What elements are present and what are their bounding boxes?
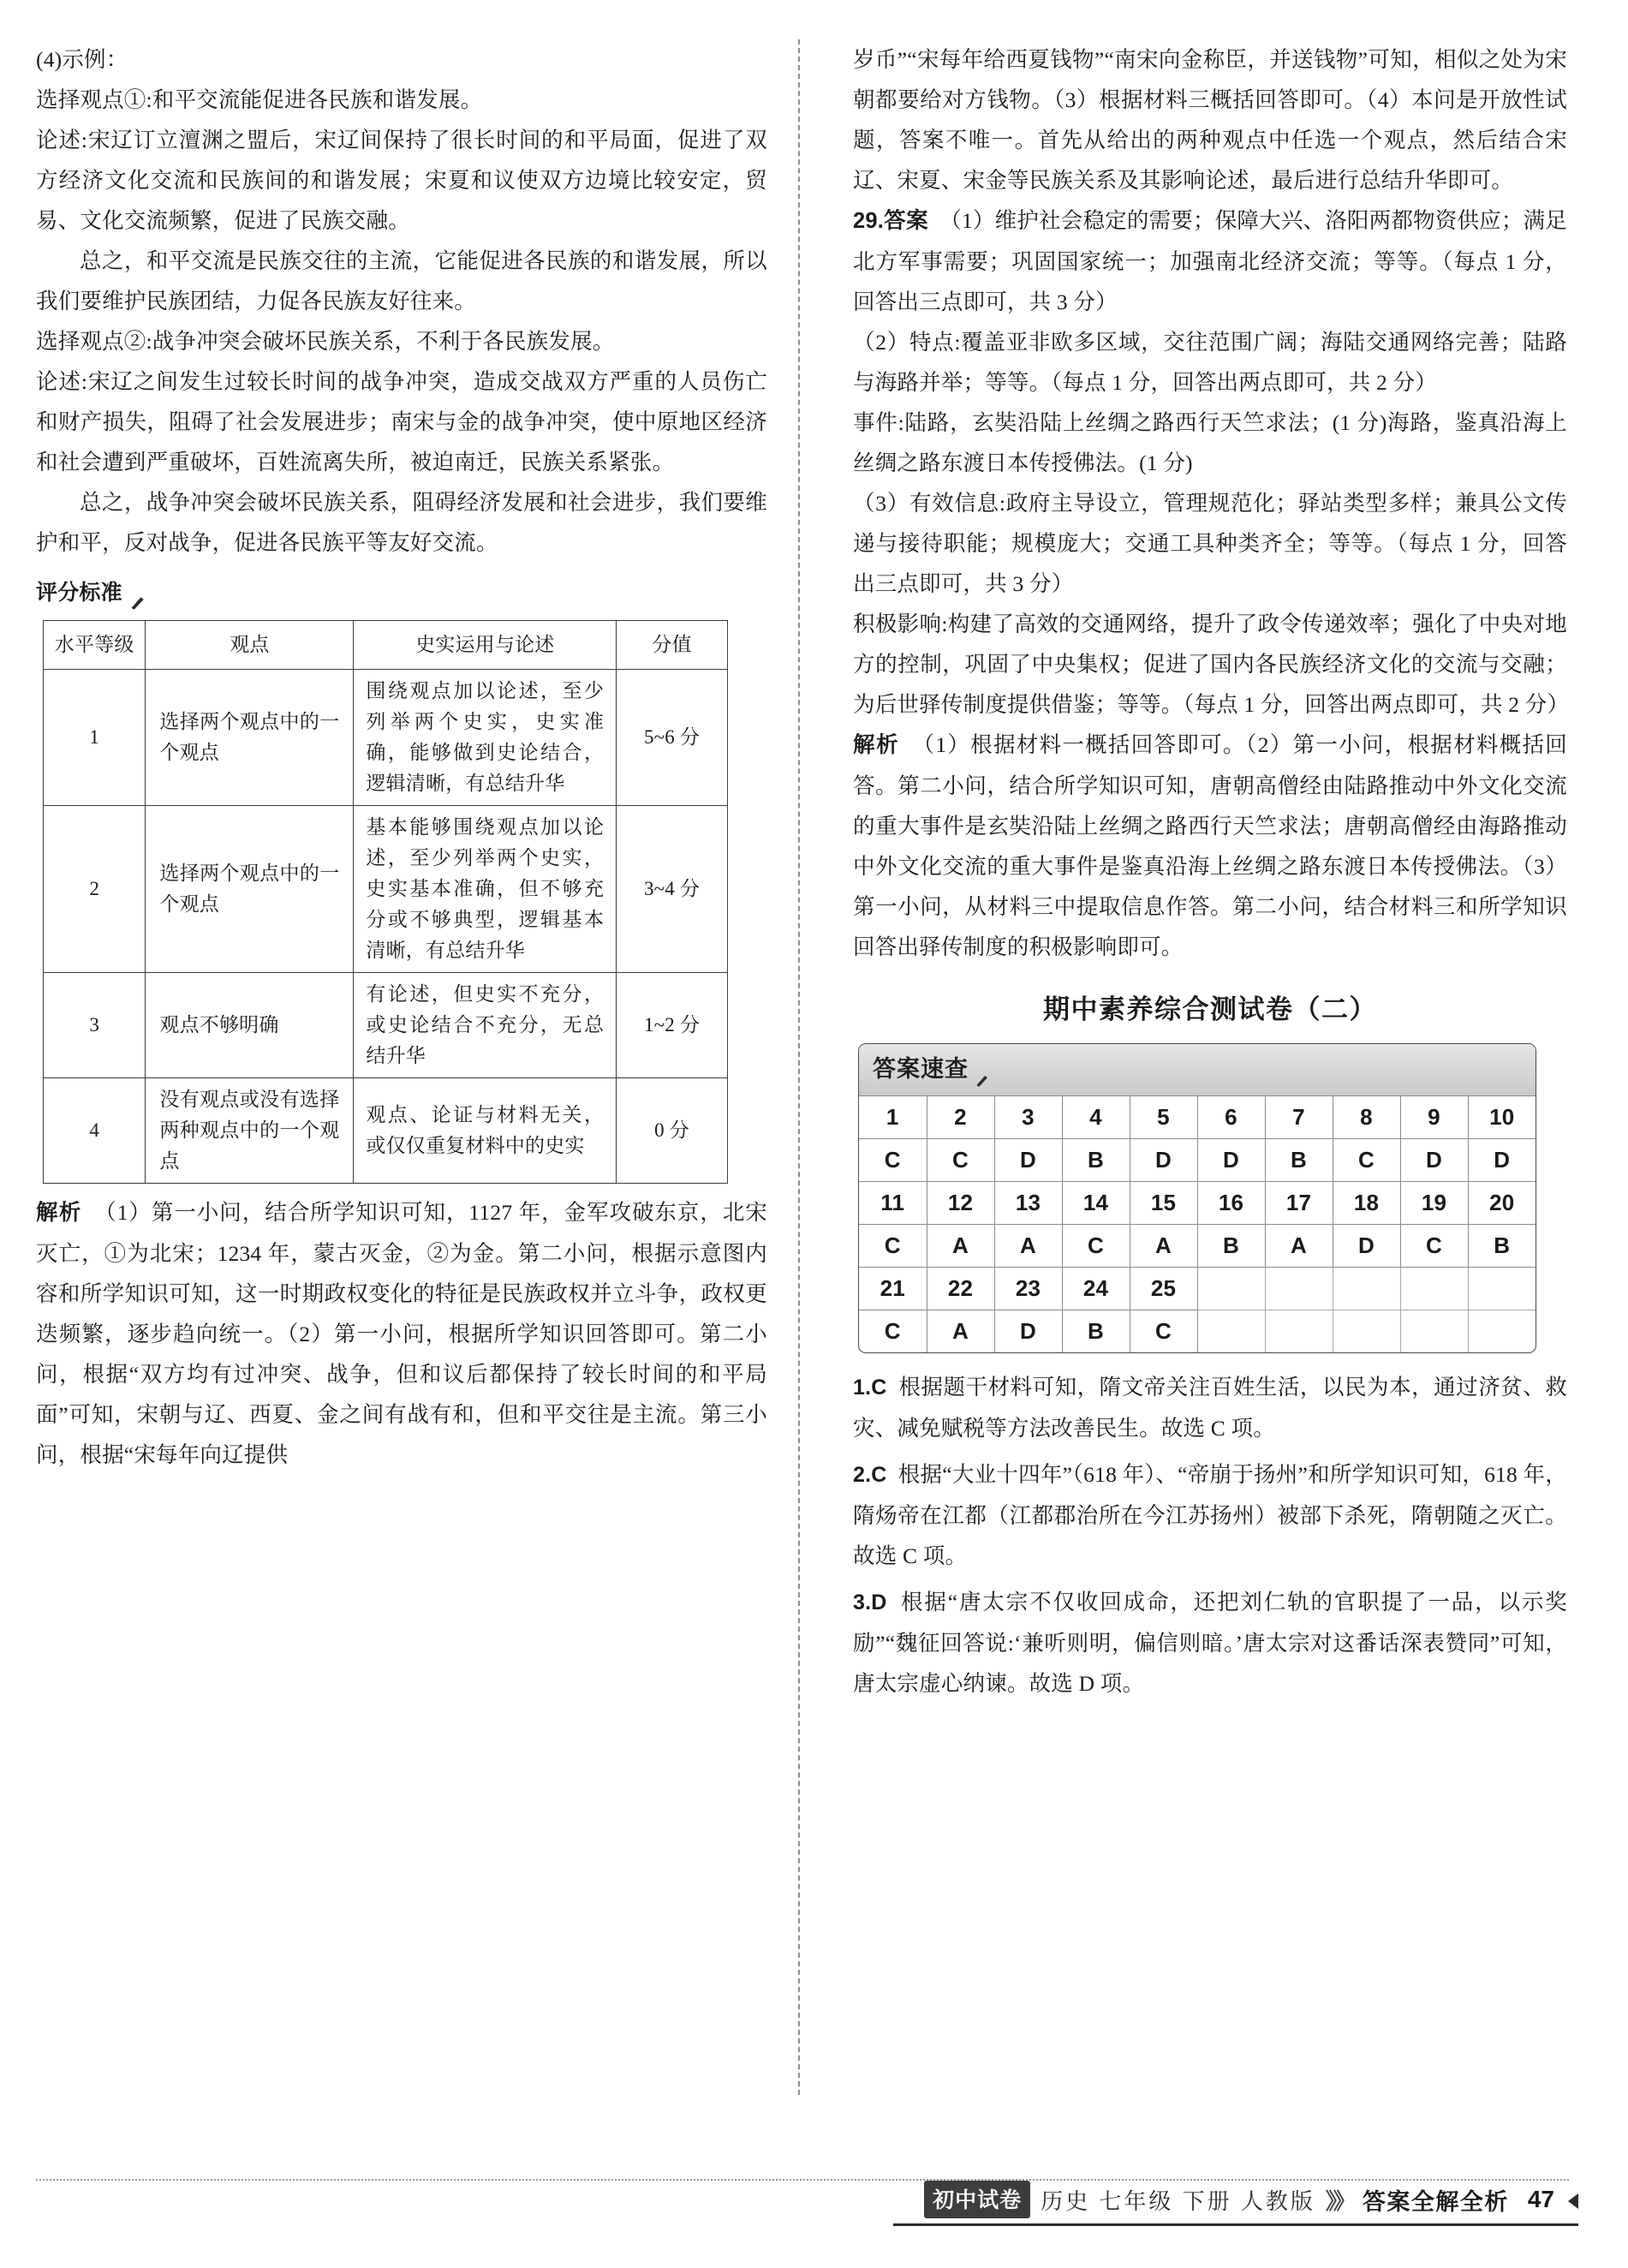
answer-letter: B — [1062, 1139, 1130, 1182]
answer-number: 10 — [1468, 1096, 1536, 1139]
answer-letter-row — [859, 1310, 1536, 1353]
answer-letter-empty — [1265, 1310, 1333, 1353]
explanation-text: 根据题干材料可知，隋文帝关注百姓生活，以民为本，通过济贫、救灾、减免赋税等方法改善民生。故选 C 项。 — [853, 1375, 1567, 1441]
section-title-wrap — [853, 989, 1567, 1031]
answer-letter: D — [1400, 1139, 1468, 1182]
rubric-argument: 基本能够围绕观点加以论述，至少列举两个史实，史实基本准确，但不够充分或不够典型，逻辑基本清晰，有总结升华 — [354, 806, 617, 973]
answer-letter-empty — [1197, 1310, 1265, 1353]
rubric-table — [43, 620, 728, 1184]
column-divider — [798, 39, 802, 2095]
answer-number: 22 — [927, 1268, 994, 1310]
answer-number: 3 — [994, 1096, 1062, 1139]
answer-letter: A — [994, 1225, 1062, 1268]
q29-answer-p2: 事件:陆路，玄奘沿陆上丝绸之路西行天竺求法；(1 分)海路，鉴真沿海上丝绸之路东渡日本传授佛法。(1 分) — [853, 410, 1567, 475]
list-item — [853, 1582, 1567, 1704]
answer-number: 6 — [1197, 1096, 1265, 1139]
rubric-level: 2 — [44, 806, 146, 973]
q29-answer-line — [853, 200, 1567, 322]
answer-number-empty — [1197, 1268, 1265, 1310]
answer-number: 14 — [1062, 1182, 1130, 1225]
left-block-0: (4)示例： — [36, 47, 128, 72]
rubric-col-score: 分值 — [617, 621, 728, 670]
q29-answer-p3: （3）有效信息:政府主导设立，管理规范化；驿站类型多样；兼具公文传递与接待职能；规模庞大；交通工具种类齐全；等等。（每点 1 分，回答出三点即可，共 3 分） — [853, 491, 1567, 596]
answer-letter: D — [1333, 1225, 1400, 1268]
answer-letter: D — [1468, 1139, 1536, 1182]
answer-letter: A — [927, 1310, 994, 1353]
footer-strong-label: 答案全解全析 — [1362, 2188, 1509, 2215]
rubric-header-row — [44, 621, 728, 670]
rubric-argument: 观点、论证与材料无关，或仅仅重复材料中的史实 — [354, 1078, 617, 1184]
answer-letter: C — [859, 1310, 927, 1353]
answer-number-row — [859, 1268, 1536, 1310]
left-analysis-paragraph — [36, 1192, 767, 1475]
answer-letter: C — [927, 1139, 994, 1182]
answer-number: 18 — [1333, 1182, 1400, 1225]
page-title: 期中素养综合测试卷（二） — [1043, 994, 1377, 1024]
list-item — [853, 1454, 1567, 1576]
explanation-text: 根据“大业十四年”（618 年）、“帝崩于扬州”和所学知识可知，618 年，隋炀帝在江都（江都郡治所在今江苏扬州）被部下杀死，隋朝随之灭亡。故选 C 项。 — [853, 1462, 1568, 1568]
footer-meta: 历史 七年级 下册 人教版 — [1041, 2187, 1315, 2214]
analysis-text: （1）第一小问，结合所学知识可知，1127 年，金军攻破东京，北宋灭亡，①为北宋；1234 年，蒙古灭金，②为金。第二小问，根据示意图内容和所学知识可知，这一时期政权变化的特征是民族政权并立斗争，政权更迭频繁，逐步趋向统一。（2）第一小问，根据所学知识回答即可。第二小问，根据“双方均有过冲突、战争，但和议后都保持了较长时间的和平局面”可知，宋朝与辽、西夏、金之间有战有和，但和平交往是主流。第三小问，根据“宋每年向辽提供 — [36, 1200, 767, 1467]
answer-number: 9 — [1400, 1096, 1468, 1139]
answer-number: 2 — [927, 1096, 994, 1139]
pen-icon — [128, 585, 147, 602]
q29-analysis-label: 解析 — [853, 733, 900, 757]
two-column-layout — [36, 39, 1594, 2112]
rubric-heading — [36, 573, 767, 613]
table-row — [44, 973, 728, 1078]
list-item — [853, 1367, 1567, 1448]
rubric-score: 1~2 分 — [617, 973, 728, 1078]
q29-answer-p0: （1）维护社会稳定的需要；保障大兴、洛阳两都物资供应；满足北方军事需要；巩固国家统一；加强南北经济交流；等等。（每点 1 分，回答出三点即可，共 3 分） — [853, 208, 1567, 314]
q29-analysis-text: （1）根据材料一概括回答即可。（2）第一小问，根据材料概括回答。第二小问，结合所学知识可知，唐朝高僧经由陆路推动中外文化交流的重大事件是玄奘沿陆上丝绸之路西行天竺求法；唐朝高僧经由海路推动中外文化交流的重大事件是鉴真沿海上丝绸之路东渡日本传授佛法。（3）第一小问，从材料三中提取信息作答。第二小问，结合材料三和所学知识回答出驿传制度的积极影响即可。 — [853, 732, 1567, 959]
answer-letter: A — [927, 1225, 994, 1268]
explanation-number: 2.C — [853, 1463, 887, 1487]
answer-number: 25 — [1130, 1268, 1197, 1310]
left-block-1: 选择观点①:和平交流能促进各民族和谐发展。 — [36, 87, 483, 112]
answer-number-empty — [1265, 1268, 1333, 1310]
triangle-icon — [1568, 2193, 1578, 2209]
chevron-right-icon: 》》 — [1325, 2187, 1352, 2214]
answer-number: 12 — [927, 1182, 994, 1225]
q29-answer-p1: （2）特点:覆盖亚非欧多区域，交往范围广阔；海陆交通网络完善；陆路与海路并举；等等。（每点 1 分，回答出两点即可，共 2 分） — [853, 330, 1567, 395]
answer-number: 11 — [859, 1182, 927, 1225]
answer-number-empty — [1468, 1268, 1536, 1310]
analysis-label: 解析 — [36, 1201, 82, 1225]
answer-number: 16 — [1197, 1182, 1265, 1225]
rubric-view: 选择两个观点中的一个观点 — [146, 670, 354, 806]
answer-letter: D — [1130, 1139, 1197, 1182]
q29-answer-p4: 积极影响:构建了高效的交通网络，提升了政令传递效率；强化了中央对地方的控制，巩固了中央集权；促进了国内各民族经济文化的交流与交融；为后世驿传制度提供借鉴；等等。（每点 1 分，回答出两点即可，共 2 分） — [853, 612, 1570, 717]
explanation-number: 3.D — [853, 1591, 887, 1614]
answer-letter: C — [1400, 1225, 1468, 1268]
page-number: 47 — [1527, 2186, 1554, 2212]
answer-letter: B — [1197, 1225, 1265, 1268]
pen-icon — [974, 1061, 993, 1078]
answer-letter-row — [859, 1139, 1536, 1182]
answer-grid-table — [859, 1095, 1536, 1352]
table-row — [44, 806, 728, 973]
rubric-view: 观点不够明确 — [146, 973, 354, 1078]
answer-letter: A — [1130, 1225, 1197, 1268]
rubric-col-view: 观点 — [146, 621, 354, 670]
answer-quick-check-box — [858, 1043, 1536, 1353]
rubric-level: 3 — [44, 973, 146, 1078]
answer-number: 19 — [1400, 1182, 1468, 1225]
answer-number: 7 — [1265, 1096, 1333, 1139]
table-row — [44, 670, 728, 806]
answer-letter: A — [1265, 1225, 1333, 1268]
answer-letter-empty — [1333, 1310, 1400, 1353]
rubric-col-argument: 史实运用与论述 — [354, 621, 617, 670]
quick-check-header — [859, 1044, 1536, 1095]
rubric-argument: 围绕观点加以论述，至少列举两个史实，史实准确，能够做到史论结合，逻辑清晰，有总结升华 — [354, 670, 617, 806]
answer-number: 20 — [1468, 1182, 1536, 1225]
footer-content — [36, 2181, 1594, 2218]
answer-number-empty — [1400, 1268, 1468, 1310]
answer-letter: C — [1062, 1225, 1130, 1268]
q29-answer-label: 答案 — [884, 209, 929, 233]
explanation-number: 1.C — [853, 1376, 887, 1400]
explanation-list — [853, 1367, 1567, 1704]
rubric-view: 选择两个观点中的一个观点 — [146, 806, 354, 973]
left-block-6: 总之，战争冲突会破坏民族关系，阻碍经济发展和社会进步，我们要维护和平，反对战争，促进各民族平等友好交流。 — [36, 490, 767, 555]
footer-tag: 初中试卷 — [924, 2181, 1030, 2218]
answer-letter: D — [1197, 1139, 1265, 1182]
answer-letter: C — [859, 1225, 927, 1268]
answer-letter: B — [1265, 1139, 1333, 1182]
table-row — [44, 1078, 728, 1184]
answer-letter: B — [1062, 1310, 1130, 1353]
answer-letter: B — [1468, 1225, 1536, 1268]
footer-rule — [893, 2223, 1578, 2226]
answer-number: 24 — [1062, 1268, 1130, 1310]
left-block-3: 总之，和平交流是民族交往的主流，它能促进各民族的和谐发展，所以我们要维护民族团结，力促各民族友好往来。 — [36, 248, 767, 313]
rubric-level: 1 — [44, 670, 146, 806]
rubric-heading-label: 评分标准 — [36, 581, 122, 605]
rubric-view: 没有观点或没有选择两种观点中的一个观点 — [146, 1078, 354, 1184]
rubric-score: 5~6 分 — [617, 670, 728, 806]
answer-letter: C — [859, 1139, 927, 1182]
answer-number: 23 — [994, 1268, 1062, 1310]
answer-letter: C — [1130, 1310, 1197, 1353]
right-column — [814, 39, 1570, 2112]
left-column — [36, 39, 790, 2112]
answer-letter: D — [994, 1139, 1062, 1182]
answer-letter-row — [859, 1225, 1536, 1268]
answer-letter-empty — [1400, 1310, 1468, 1353]
answer-number-empty — [1333, 1268, 1400, 1310]
answer-number-row — [859, 1182, 1536, 1225]
answer-letter: C — [1333, 1139, 1400, 1182]
answer-number: 15 — [1130, 1182, 1197, 1225]
rubric-col-level: 水平等级 — [44, 621, 146, 670]
left-block-5: 论述:宋辽之间发生过较长时间的战争冲突，造成交战双方严重的人员伤亡和财产损失，阻碍了社会发展进步；南宋与金的战争冲突，使中原地区经济和社会遭到严重破坏，百姓流离失所，被迫南迁，民族关系紧张。 — [36, 369, 767, 474]
answer-number: 8 — [1333, 1096, 1400, 1139]
right-continued-text: 岁币”“宋每年给西夏钱物”“南宋向金称臣，并送钱物”可知，相似之处为宋朝都要给对方钱物。（3）根据材料三概括回答即可。（4）本问是开放性试题，答案不唯一。首先从给出的两种观点中任选一个观点，然后结合宋辽、宋夏、宋金等民族关系及其影响论述，最后进行总结升华即可。 — [853, 47, 1567, 193]
answer-number: 1 — [859, 1096, 927, 1139]
answer-number-row — [859, 1096, 1536, 1139]
answer-number: 17 — [1265, 1182, 1333, 1225]
answer-number: 21 — [859, 1268, 927, 1310]
answer-number: 4 — [1062, 1096, 1130, 1139]
answer-number: 13 — [994, 1182, 1062, 1225]
left-block-2: 论述:宋辽订立澶渊之盟后，宋辽间保持了很长时间的和平局面，促进了双方经济文化交流和民族间的和谐发展；宋夏和议使双方边境比较安定，贸易、文化交流频繁，促进了民族交融。 — [36, 128, 767, 233]
answer-number: 5 — [1130, 1096, 1197, 1139]
explanation-text: 根据“唐太宗不仅收回成命，还把刘仁轨的官职提了一品，以示奖励”“魏征回答说:‘兼听则明，偏信则暗。’唐太宗对这番话深表赞同”可知，唐太宗虚心纳谏。故选 D 项。 — [853, 1590, 1567, 1696]
rubric-argument: 有论述，但史实不充分，或史论结合不充分，无总结升华 — [354, 973, 617, 1078]
quick-check-title: 答案速查 — [873, 1056, 969, 1082]
rubric-score: 3~4 分 — [617, 806, 728, 973]
page-footer — [36, 2177, 1594, 2246]
answer-letter: D — [994, 1310, 1062, 1353]
q29-analysis-paragraph — [853, 725, 1567, 967]
q29-number: 29. — [853, 209, 885, 233]
rubric-score: 0 分 — [617, 1078, 728, 1184]
rubric-level: 4 — [44, 1078, 146, 1184]
answer-letter-empty — [1468, 1310, 1536, 1353]
left-block-4: 选择观点②:战争冲突会破坏民族关系，不利于各民族发展。 — [36, 329, 615, 354]
